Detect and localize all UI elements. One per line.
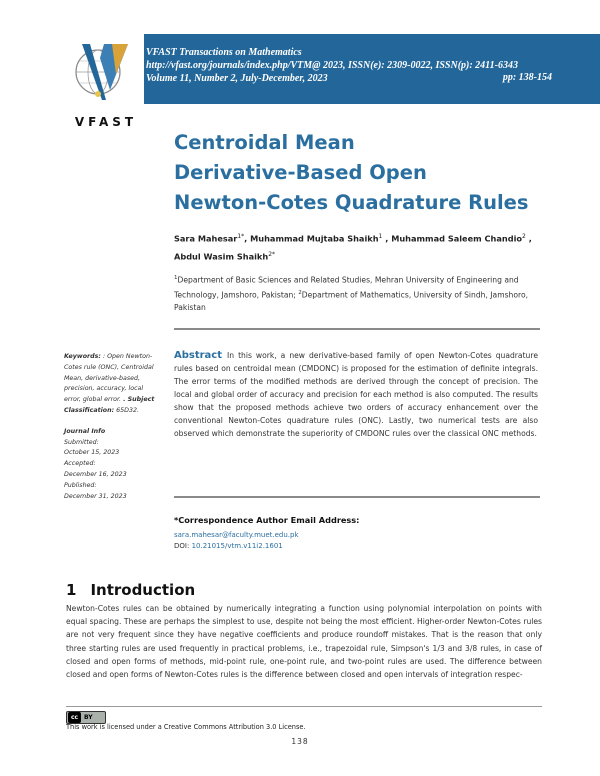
doi-line: [174, 542, 534, 550]
author-sup: 1*: [237, 233, 245, 240]
author-name: Sara Mahesar: [174, 233, 238, 244]
footer-divider: [66, 706, 542, 707]
submitted-label: Submitted:: [64, 438, 99, 446]
correspondence-email[interactable]: sara.mahesar@faculty.muet.edu.pk: [174, 531, 299, 539]
published-label: Published:: [64, 481, 97, 489]
published-date: December 31, 2023: [64, 492, 127, 500]
author-sup: 2: [522, 233, 526, 240]
author-sep: ,: [525, 233, 532, 244]
subject-label: . Subject Classification:: [64, 396, 155, 414]
divider: [174, 328, 540, 330]
journal-header: [0, 34, 600, 129]
journal-url[interactable]: http://vfast.org/journals/index.php/VTM@ 2023, ISSN(e): 2309-0022, ISSN(p): 2411-6343: [146, 60, 518, 71]
section-title: Introduction: [90, 581, 196, 599]
keywords-block: [64, 352, 156, 417]
affil-sup: 2: [298, 289, 302, 296]
introduction-paragraph: Newton-Cotes rules can be obtained by numerically integrating a function using polynomial interpolation on points with equal spacing. These are perhaps the simplest to use, despite not being the most efficient. Higher-order Newton-Cotes rules are not very frequent since they have negative coefficients and produce roundoff mistakes. That is the reason that only three starting rules are used frequently in practical problems, i.e., trapezoidal rule, Simpson's 1/3 and 3/8 rules, in case of closed and open forms of methods, mid-point rule, one-point rule, and two-point rules are used. The difference between closed and open forms of Newton-Cotes rules is the difference between closed and open intervals of integration respec-: [66, 604, 542, 680]
correspondence-heading: *Correspondence Author Email Address:: [174, 515, 360, 525]
title-line: Newton-Cotes Quadrature Rules: [174, 191, 529, 214]
journal-info-lines: [146, 46, 536, 85]
affil-sup: 1: [174, 275, 178, 281]
keywords-label: Keywords:: [64, 353, 101, 360]
journal-volume: Volume 11, Number 2, July-December, 2023: [146, 73, 328, 84]
license-text: This work is licensed under a Creative Commons Attribution 3.0 License.: [66, 723, 306, 731]
cc-icon: cc: [68, 712, 81, 723]
affiliation-1: Department of Basic Sciences and Related Studies, Mehran University of Engineering and Technology, Jamshoro, Pakistan;: [174, 275, 519, 300]
article-sidebar: [64, 352, 156, 512]
page-range: pp: 138-154: [502, 72, 552, 83]
journal-info-block: [64, 427, 156, 503]
abstract: [174, 349, 538, 440]
journal-name: VFAST Transactions on Mathematics: [146, 47, 302, 58]
paper-title: [174, 128, 574, 218]
author-sep: ,: [244, 233, 251, 244]
correspondence: [174, 515, 534, 550]
submitted-date: October 15, 2023: [64, 449, 120, 457]
section-number: 1: [66, 581, 77, 599]
accepted-date: December 16, 2023: [64, 470, 127, 478]
affiliation-2: Department of Mathematics, University of Sindh, Jamshoro, Pakistan: [174, 290, 529, 313]
title-line: Derivative-Based Open: [174, 161, 427, 184]
author-name: Abdul Wasim Shaikh: [174, 251, 269, 262]
author-sep: ,: [382, 233, 392, 244]
divider: [174, 496, 540, 498]
author-sup: 2*: [268, 250, 276, 258]
by-icon: BY: [84, 714, 93, 721]
title-line: Centroidal Mean: [174, 131, 355, 154]
author-name: Muhammad Mujtaba Shaikh: [250, 233, 379, 244]
vfast-logo: [68, 34, 144, 138]
abstract-text: In this work, a new derivative-based family of open Newton-Cotes quadrature rules based on centroidal mean (CMDONC) is proposed for the estimation of definite integrals. The error terms of the modified methods are derived through the concept of precision. The local and global order of accuracy and precision for each method is also computed. The results show that the proposed methods achieve two orders of accuracy enhancement over the conventional Newton-Cotes quadrature rules (ONC). Lastly, two numerical tests are also observed which demonstrate the superiority of CMDONC rules over the classical ONC methods.: [174, 351, 538, 438]
logo-wordmark: VFAST: [74, 115, 138, 129]
doi-link[interactable]: 10.21015/vtm.v11i2.1601: [191, 542, 283, 550]
abstract-label: Abstract: [174, 350, 223, 361]
section-heading: [66, 581, 195, 599]
author-list: [174, 229, 554, 264]
affiliations: [174, 272, 544, 314]
author-name: Muhammad Saleem Chandio: [391, 233, 523, 244]
author-sup: 1: [378, 233, 383, 240]
journal-info-label: Journal Info: [64, 427, 106, 435]
page-number: 138: [291, 737, 309, 746]
doi-label: DOI:: [174, 542, 190, 550]
accepted-label: Accepted:: [64, 460, 96, 468]
subject-text: 65D32.: [114, 406, 140, 414]
keywords-text: : Open Newton-Cotes rule (ONC), Centroidal Mean, derivative-based, precision, accuracy, local error, global error.: [64, 353, 154, 404]
